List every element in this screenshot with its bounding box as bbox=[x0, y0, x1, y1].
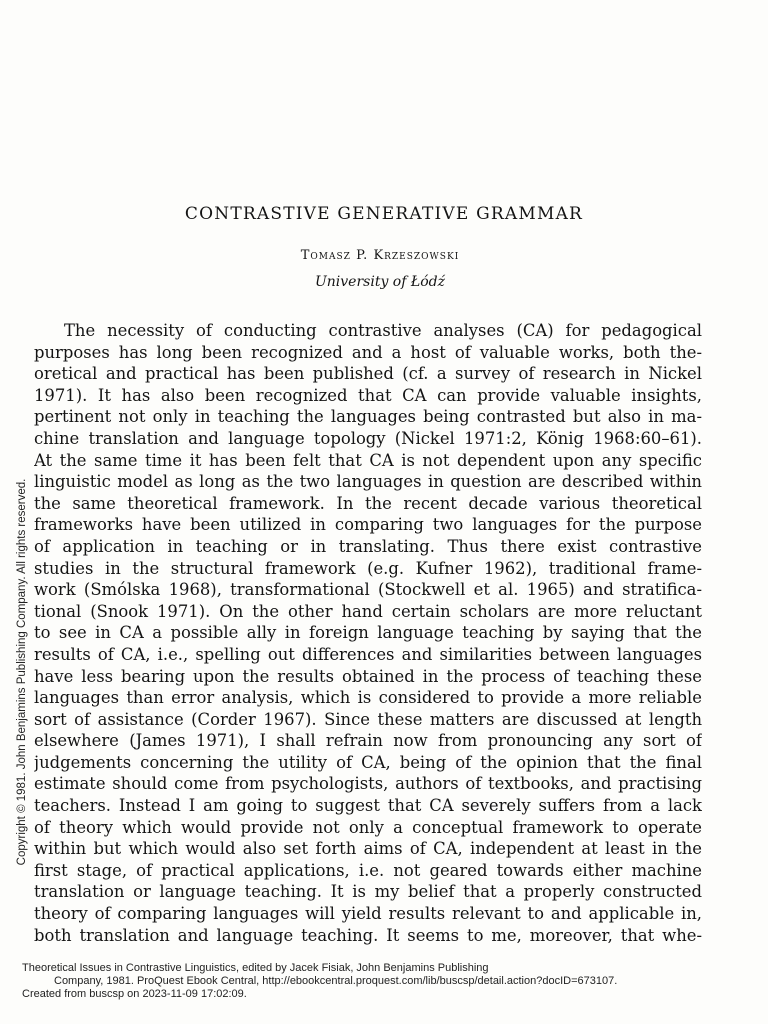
body-line: judgements concerning the utility of CA, being of the opinion that the final bbox=[34, 752, 702, 772]
body-line: sort of assistance (Corder 1967). Since these matters are discussed at length bbox=[34, 709, 702, 729]
body-line: to see in CA a possible ally in foreign language teaching by saying that the bbox=[34, 623, 702, 643]
body-line: within but which would also set forth aims of CA, independent at least in the bbox=[34, 839, 702, 859]
body-line: pertinent not only in teaching the languages being contrasted but also in ma- bbox=[34, 407, 702, 427]
author-affiliation: University of Łódź bbox=[314, 274, 446, 290]
citation-footer bbox=[22, 962, 762, 1001]
article-title: CONTRASTIVE GENERATIVE GRAMMAR bbox=[184, 204, 584, 224]
body-line: both translation and language teaching. It seems to me, moreover, that whe- bbox=[34, 925, 702, 945]
body-line: elsewhere (James 1971), I shall refrain now from pronouncing any sort of bbox=[34, 731, 702, 751]
footer-line: Company, 1981. ProQuest Ebook Central, http://ebookcentral.proquest.com/lib/buscsp/detail.action?docID=673107. bbox=[54, 975, 618, 987]
body-line: purposes has long been recognized and a host of valuable works, both the- bbox=[34, 342, 702, 362]
body-line: work (Smólska 1968), transformational (Stockwell et al. 1965) and stratifica- bbox=[34, 580, 702, 600]
body-line: At the same time it has been felt that CA is not dependent upon any specific bbox=[34, 450, 702, 470]
body-line: linguistic model as long as the two languages in question are described within bbox=[34, 472, 702, 492]
body-line: the same theoretical framework. In the recent decade various theoretical bbox=[34, 493, 702, 513]
body-line: translation or language teaching. It is my belief that a properly constructed bbox=[34, 882, 702, 902]
body-line: teachers. Instead I am going to suggest that CA severely suffers from a lack bbox=[34, 796, 702, 816]
footer-line: Created from buscsp on 2023-11-09 17:02:09. bbox=[22, 988, 247, 1000]
body-line: oretical and practical has been published (cf. a survey of research in Nickel bbox=[34, 364, 702, 384]
body-line: languages than error analysis, which is considered to provide a more reliable bbox=[34, 688, 702, 708]
body-line: have less bearing upon the results obtained in the process of teaching these bbox=[34, 666, 702, 686]
body-line: studies in the structural framework (e.g. Kufner 1962), traditional frame- bbox=[34, 558, 702, 578]
body-paragraph bbox=[34, 320, 702, 946]
body-line: of application in teaching or in translating. Thus there exist contrastive bbox=[34, 536, 702, 556]
body-line: results of CA, i.e., spelling out differences and similarities between languages bbox=[34, 644, 702, 664]
body-line: 1971). It has also been recognized that CA can provide valuable insights, bbox=[34, 385, 702, 405]
body-line: estimate should come from psychologists, authors of textbooks, and practising bbox=[34, 774, 702, 794]
body-line: The necessity of conducting contrastive analyses (CA) for pedagogical bbox=[64, 321, 702, 340]
body-line: theory of comparing languages will yield results relevant to and applicable in, bbox=[34, 904, 702, 924]
footer-line: Theoretical Issues in Contrastive Linguistics, edited by Jacek Fisiak, John Benjamins Publishing bbox=[22, 962, 489, 974]
body-line: of theory which would provide not only a conceptual framework to operate bbox=[34, 817, 702, 837]
body-line: first stage, of practical applications, i.e. not geared towards either machine bbox=[34, 860, 702, 880]
body-line: chine translation and language topology (Nickel 1971:2, König 1968:60–61). bbox=[34, 428, 702, 448]
copyright-notice: Copyright © 1981. John Benjamins Publishing Company. All rights reserved. bbox=[16, 478, 28, 866]
article-author: Tomasz P. Krzeszowski bbox=[300, 248, 460, 263]
body-line: tional (Snook 1971). On the other hand certain scholars are more reluctant bbox=[34, 601, 702, 621]
body-line: frameworks have been utilized in comparing two languages for the purpose bbox=[34, 515, 702, 535]
